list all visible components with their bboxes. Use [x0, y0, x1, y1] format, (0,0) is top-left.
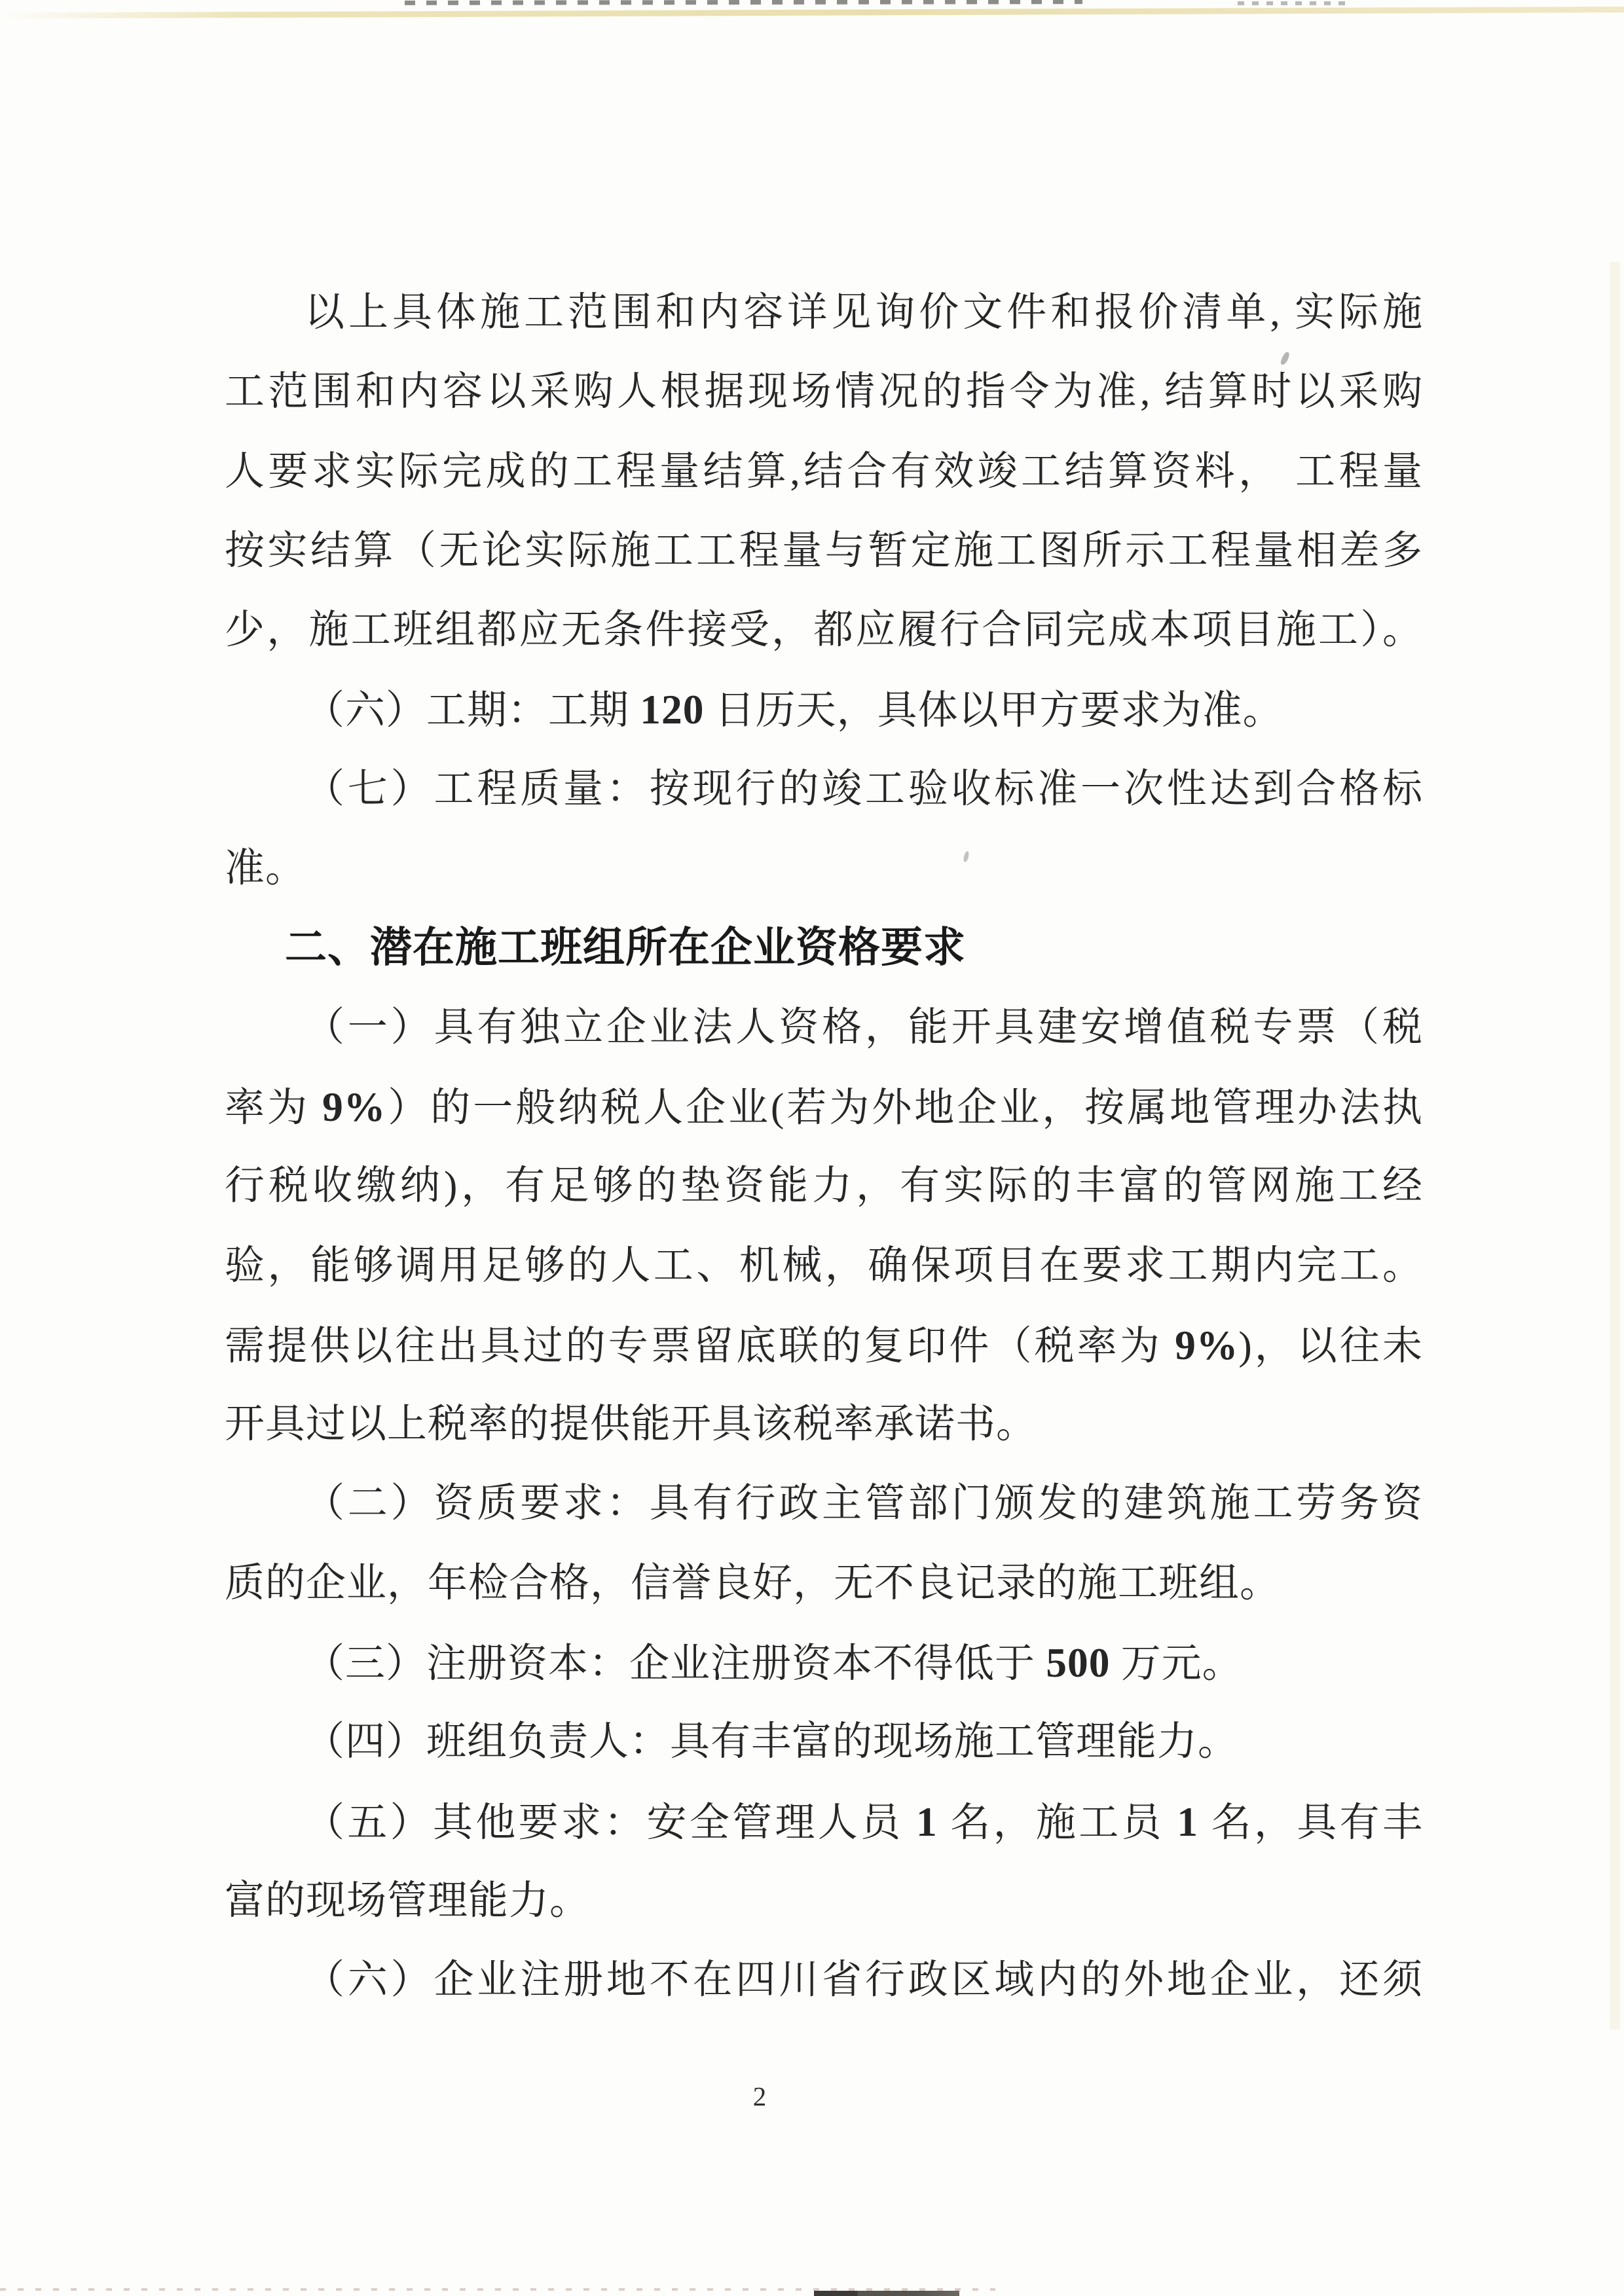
text-line: 以上具体施工范围和内容详见询价文件和报价清单, 实际施	[304, 291, 1423, 335]
text-line: 人要求实际完成的工程量结算,结合有效竣工结算资料， 工程量	[225, 449, 1423, 494]
text-line: （一）具有独立企业法人资格，能开具建安增值税专票（税	[304, 1005, 1423, 1049]
text-line: 少，施工班组都应无条件接受，都应履行合同完成本项目施工）。	[225, 608, 1423, 653]
text-line: 行税收缴纳)，有足够的垫资能力，有实际的丰富的管网施工经	[225, 1164, 1423, 1209]
text-line: 验，能够调用足够的人工、机械，确保项目在要求工期内完工。	[225, 1243, 1423, 1288]
text-line: （七）工程质量：按现行的竣工验收标准一次性达到合格标	[304, 767, 1423, 811]
text-line: （四）班组负责人：具有丰富的现场施工管理能力。	[304, 1720, 1239, 1764]
document-body	[225, 273, 1423, 2020]
page-number: 2	[752, 2081, 767, 2111]
text-line: 按实结算（无论实际施工工程量与暂定施工图所示工程量相差多	[225, 528, 1423, 573]
section-heading: 二、潜在施工班组所在企业资格要求	[285, 924, 966, 972]
text-line: （五）其他要求：安全管理人员 1 名，施工员 1 名，具有丰	[304, 1798, 1423, 1845]
text-line: 需提供以往出具过的专票留底联的复印件（税率为 9%)，以往未	[225, 1321, 1423, 1368]
text-line: 工范围和内容以采购人根据现场情况的指令为准, 结算时以采购	[225, 370, 1423, 414]
scan-mark-bottom	[814, 2291, 959, 2296]
scan-noise-top-right	[1238, 1, 1349, 5]
text-line: （六）工期：工期 120 日历天，具体以甲方要求为准。	[304, 686, 1283, 733]
text-line: 质的企业，年检合格，信誉良好，无不良记录的施工班组。	[225, 1561, 1281, 1605]
text-line: （二）资质要求：具有行政主管部门颁发的建筑施工劳务资	[304, 1482, 1423, 1526]
text-line: （三）注册资本：企业注册资本不得低于 500 万元。	[304, 1639, 1243, 1686]
text-line: 开具过以上税率的提供能开具该税率承诺书。	[225, 1402, 1037, 1447]
text-line: （六）企业注册地不在四川省行政区域内的外地企业，还须	[304, 1958, 1423, 2003]
text-line: 富的现场管理能力。	[225, 1878, 591, 1923]
text-line: 率为 9%）的一般纳税人企业(若为外地企业，按属地管理办法执	[225, 1083, 1423, 1130]
scan-edge-top	[0, 7, 1624, 19]
scan-edge-right	[1610, 262, 1620, 2030]
scan-noise-top	[405, 0, 1082, 5]
text-line: 准。	[225, 847, 306, 891]
